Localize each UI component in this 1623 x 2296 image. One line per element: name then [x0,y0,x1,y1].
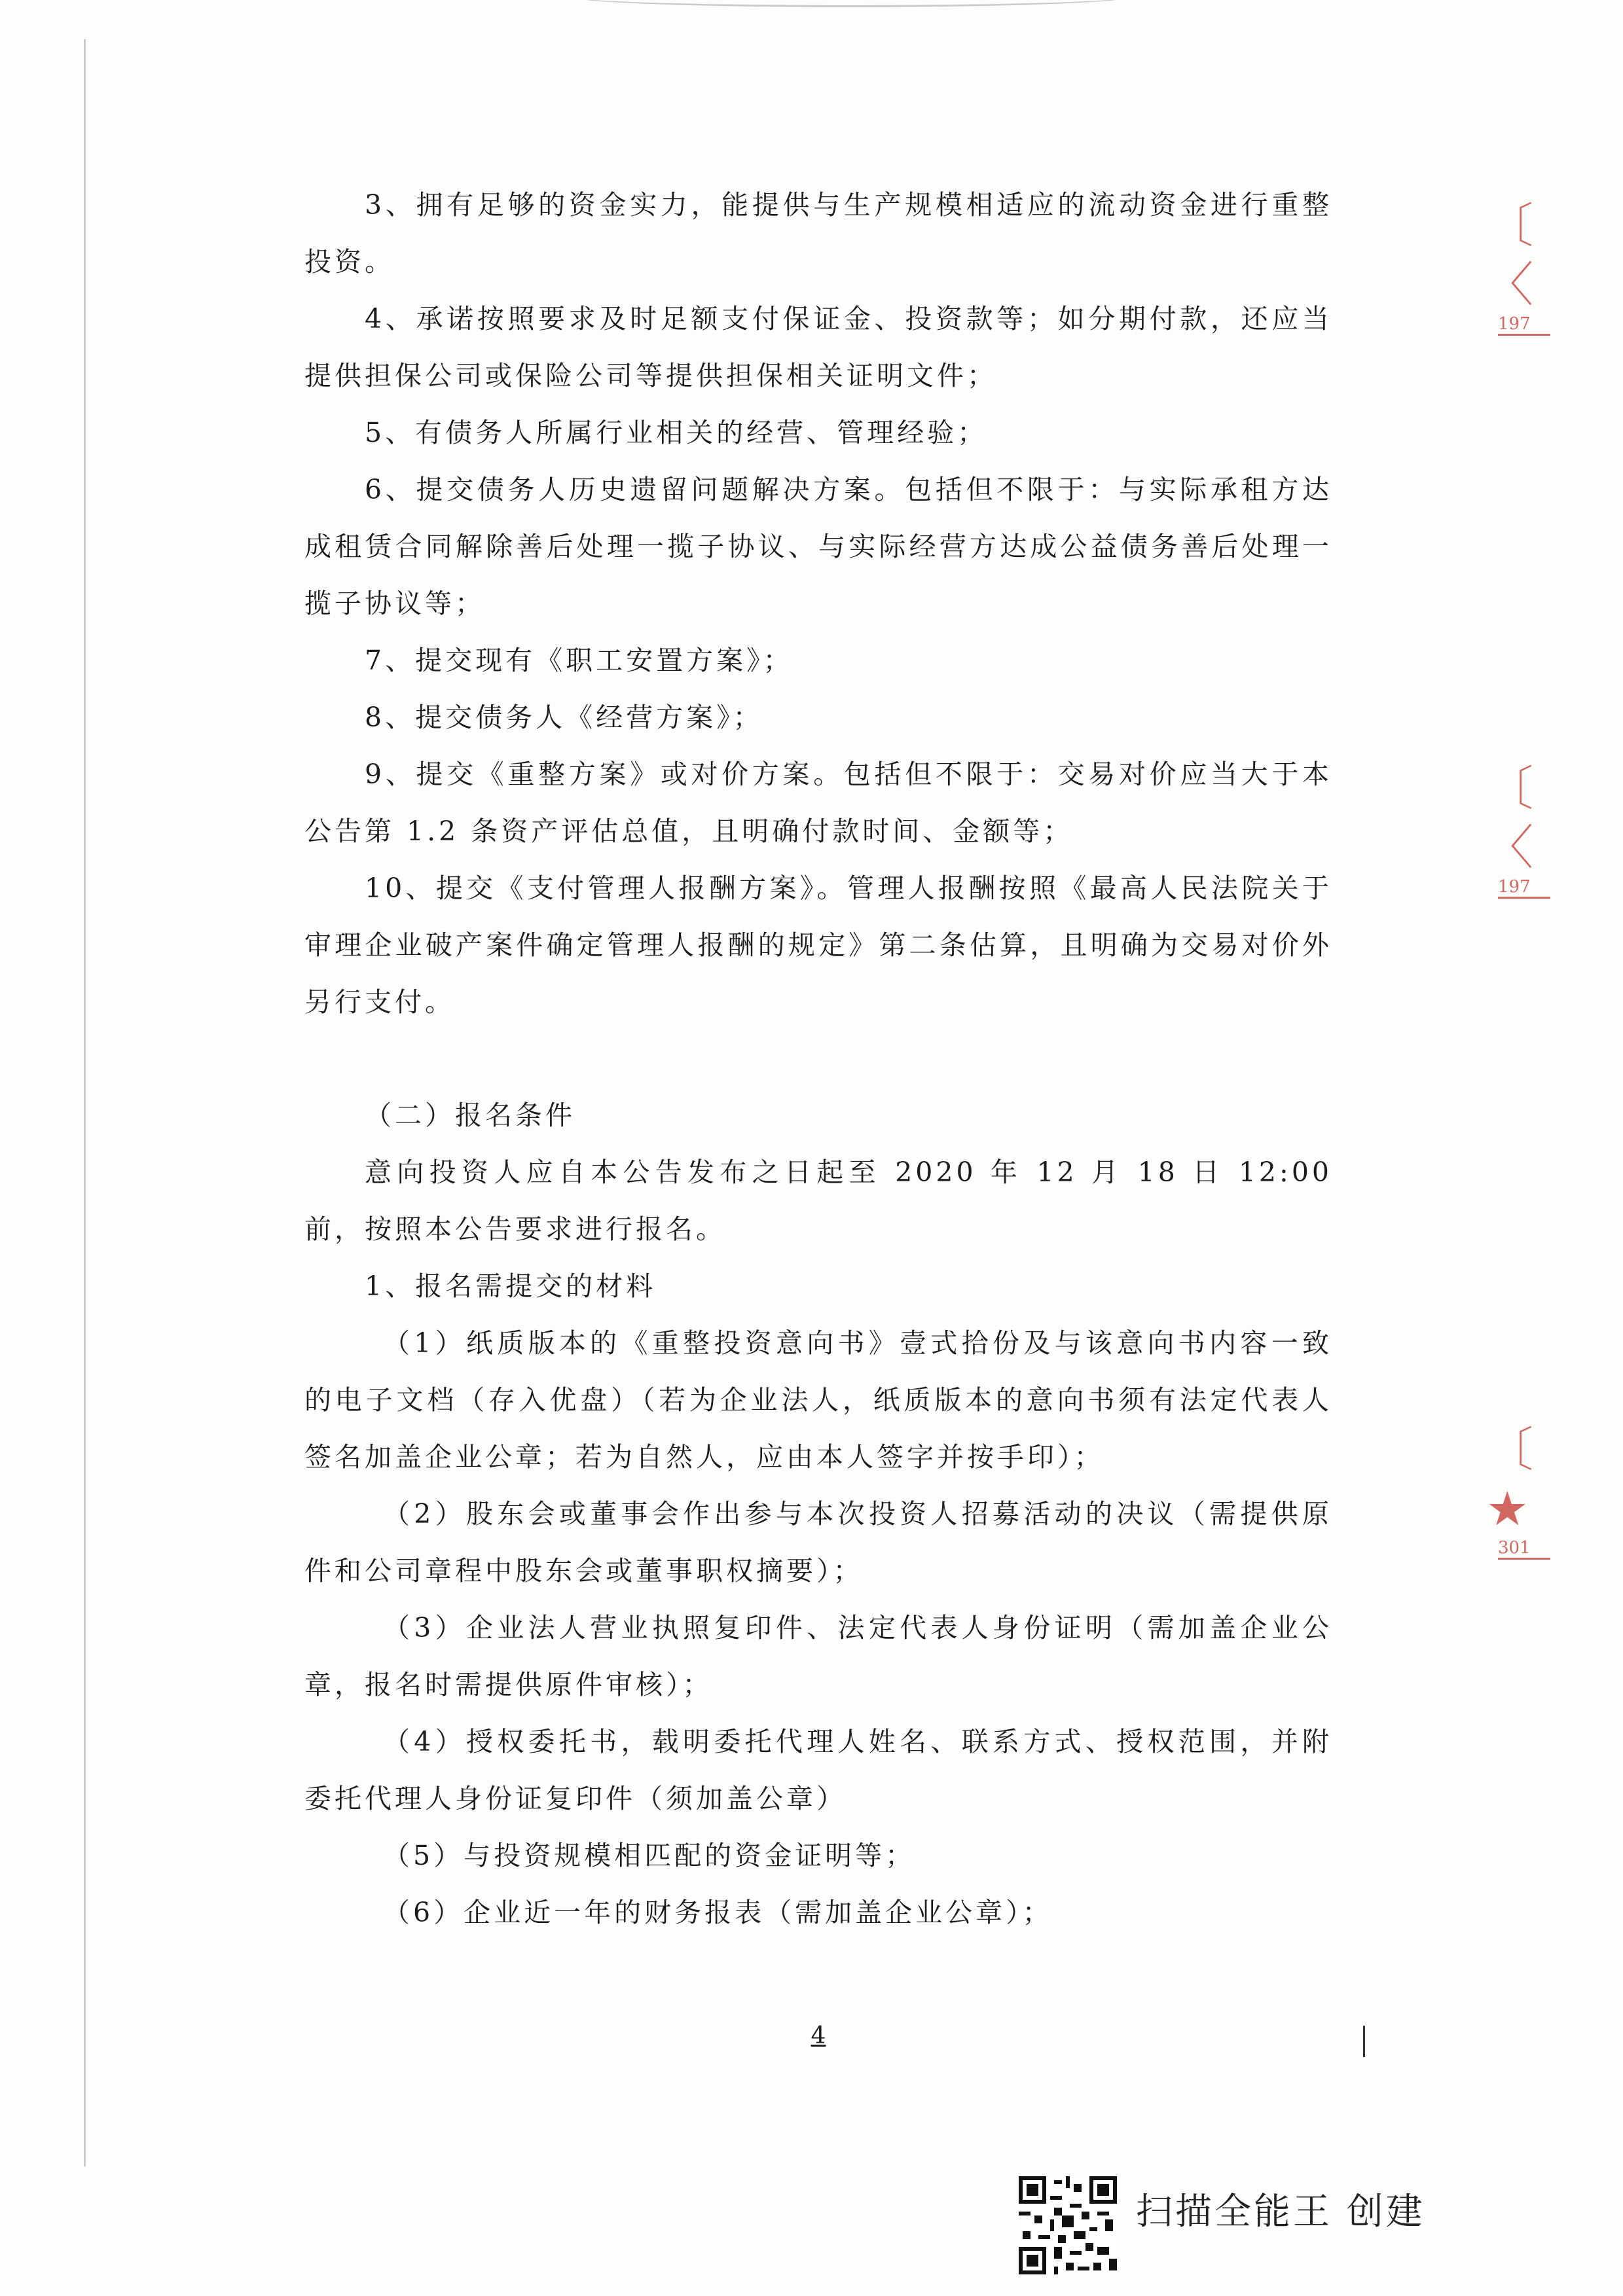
seal-fragment-1 [1486,196,1571,336]
scan-top-arc [570,0,1133,7]
paragraph-10: 10、提交《支付管理人报酬方案》。管理人报酬按照《最高人民法院关于审理企业破产案件确定管理人报酬的规定》第二条估算，且明确为交易对价外另行支付。 [304,872,1332,1018]
paragraph-5: 5、有债务人所属行业相关的经营、管理经验； [365,417,988,448]
seal-glyph-icon: 〔 [1486,1422,1534,1477]
materials-heading: 1、报名需提交的材料 [365,1270,657,1302]
paragraph-9: 9、提交《重整方案》或对价方案。包括但不限于：交易对价应当大于本公告第 1.2 条资产评估总值，且明确付款时间、金额等； [304,759,1332,847]
paragraph-4: 4、承诺按照要求及时足额支付保证金、投资款等；如分期付款，还应当提供担保公司或保险公司等提供担保相关证明文件； [304,303,1332,391]
scan-edge-line [84,39,86,2166]
material-item-3: （3）企业法人营业执照复印件、法定代表人身份证明（需加盖企业公章，报名时需提供原件审核）； [304,1612,1332,1700]
paragraph-8: 8、提交债务人《经营方案》； [365,702,763,733]
seal-number: 301 [1498,1538,1550,1560]
seal-glyph-icon: 〔 [1486,761,1534,816]
material-item-5: （5）与投资规模相匹配的资金证明等； [383,1840,916,1871]
paragraph-3: 3、拥有足够的资金实力，能提供与生产规模相适应的流动资金进行重整投资。 [304,189,1332,278]
section-intro: 意向投资人应自本公告发布之日起至 2020 年 12 月 18 日 12:00 前，按照本公告要求进行报名。 [304,1157,1332,1245]
material-item-6: （6）企业近一年的财务报表（需加盖企业公章）； [383,1897,1053,1928]
section-gap [304,1031,1332,1087]
margin-mark [1363,2026,1365,2057]
seal-fragment-3 [1486,1420,1571,1560]
seal-glyph-icon: 〔 [1486,198,1534,253]
scanner-watermark: 扫描全能王 创建 [1136,2191,1425,2233]
seal-number: 197 [1498,314,1550,336]
document-body [304,177,1332,1941]
seal-number: 197 [1498,877,1550,899]
page-number: 4 [811,2022,826,2049]
paragraph-6: 6、提交债务人历史遗留问题解决方案。包括但不限于：与实际承租方达成租赁合同解除善后处理一揽子协议、与实际经营方达成公益债务善后处理一揽子协议等； [304,474,1332,619]
material-item-2: （2）股东会或董事会作出参与本次投资人招募活动的决议（需提供原件和公司章程中股东会或董事职权摘要）； [304,1498,1332,1587]
material-item-4: （4）授权委托书，载明委托代理人姓名、联系方式、授权范围，并附委托代理人身份证复印件（须加盖公章） [304,1726,1332,1814]
qr-code-icon [1019,2176,1117,2274]
material-item-1: （1）纸质版本的《重整投资意向书》壹式拾份及与该意向书内容一致的电子文档（存入优盘）（若为企业法人，纸质版本的意向书须有法定代表人签名加盖企业公章；若为自然人，应由本人签字并按手印）； [304,1327,1332,1473]
seal-fragment-2 [1486,759,1571,899]
seal-glyph-icon: 〈 [1486,820,1534,875]
paragraph-7: 7、提交现有《职工安置方案》； [365,645,793,676]
seal-glyph-icon: 〈 [1486,257,1534,312]
section-heading: （二）报名条件 [365,1100,575,1131]
seal-star-icon: ★ [1486,1481,1529,1536]
